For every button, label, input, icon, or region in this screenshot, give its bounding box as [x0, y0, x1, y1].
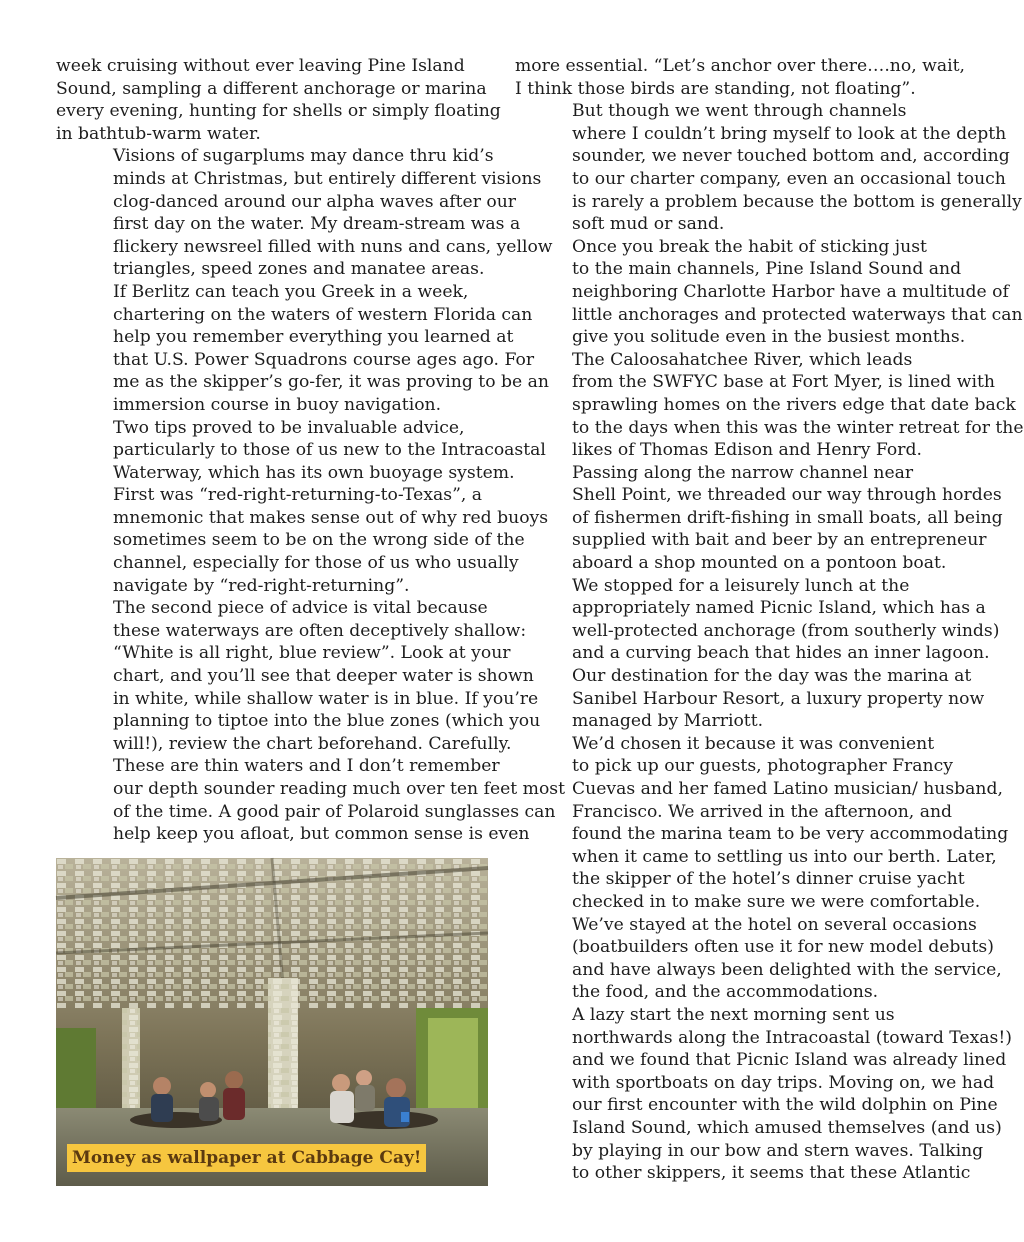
text-line: I think those birds are standing, not floating”.	[515, 78, 916, 99]
text-line: our depth sounder reading much over ten feet most	[113, 779, 566, 799]
text-line: in white, while shallow water is in blue. If you’re	[113, 688, 539, 709]
text-line: help you remember everything you learned at	[113, 327, 514, 348]
text-line: give you solitude even in the busiest months.	[572, 327, 966, 348]
text-line: where I couldn’t bring myself to look at the depth	[572, 123, 1007, 144]
text-line: these waterways are often deceptively shallow:	[113, 620, 527, 641]
text-line: and have always been delighted with the service,	[572, 959, 1002, 980]
paragraph	[56, 755, 566, 845]
text-line: Sanibel Harbour Resort, a luxury property now	[572, 688, 985, 709]
paragraph	[515, 100, 1022, 236]
text-line: week cruising without ever leaving Pine Island	[56, 56, 465, 76]
text-line: If Berlitz can teach you Greek in a week,	[113, 281, 469, 302]
text-line: Passing along the narrow channel near	[572, 462, 914, 483]
text-line: particularly to those of us new to the Intracoastal	[113, 440, 546, 461]
text-line: more essential. “Let’s anchor over there….no, wait,	[515, 56, 965, 76]
text-line: to our charter company, even an occasional touch	[572, 168, 1006, 189]
text-line: Waterway, which has its own buoyage system.	[113, 462, 515, 483]
text-line: clog-danced around our alpha waves after our	[113, 191, 517, 212]
photo-caption: Money as wallpaper at Cabbage Cay!	[67, 1144, 426, 1172]
text-line: triangles, speed zones and manatee areas.	[113, 259, 485, 280]
text-line: northwards along the Intracoastal (toward Texas!)	[572, 1027, 1012, 1048]
text-line: immersion course in buoy navigation.	[113, 394, 442, 415]
left-text-column	[56, 55, 566, 846]
paragraph	[515, 1004, 1012, 1185]
text-line: with sportboats on day trips. Moving on, we had	[572, 1072, 995, 1093]
paragraph	[56, 597, 541, 755]
paragraph	[56, 145, 553, 281]
text-line: channel, especially for those of us who usually	[113, 553, 519, 574]
text-line: “White is all right, blue review”. Look at your	[113, 643, 511, 664]
paragraph	[56, 281, 549, 417]
text-line: to the main channels, Pine Island Sound and	[572, 259, 962, 280]
text-line: in bathtub-warm water.	[56, 123, 261, 144]
text-line: These are thin waters and I don’t remember	[113, 756, 500, 777]
paragraph	[515, 733, 1009, 1004]
text-line: every evening, hunting for shells or simply floating	[56, 101, 501, 122]
text-line: Two tips proved to be invaluable advice,	[113, 417, 465, 438]
text-line: little anchorages and protected waterways that can	[572, 304, 1023, 325]
text-line: our first encounter with the wild dolphin on Pine	[572, 1095, 998, 1116]
text-line: and we found that Picnic Island was already lined	[572, 1050, 1007, 1071]
text-line: sprawling homes on the rivers edge that date back	[572, 394, 1016, 415]
paragraph	[56, 55, 501, 145]
text-line: The second piece of advice is vital because	[113, 598, 488, 619]
text-line: Shell Point, we threaded our way through hordes	[572, 485, 1002, 506]
cabbage-cay-photo	[56, 858, 488, 1186]
text-line: first day on the water. My dream-stream was a	[113, 214, 521, 235]
text-line: mnemonic that makes sense out of why red buoys	[113, 507, 549, 528]
text-line: well-protected anchorage (from southerly winds)	[572, 620, 1000, 641]
text-line: neighboring Charlotte Harbor have a multitude of	[572, 281, 1009, 302]
text-line: appropriately named Picnic Island, which has a	[572, 598, 986, 619]
text-line: planning to tiptoe into the blue zones (which you	[113, 711, 541, 732]
text-line: chartering on the waters of western Florida can	[113, 304, 533, 325]
text-line: checked in to make sure we were comfortable.	[572, 891, 981, 912]
paragraph	[515, 462, 1003, 575]
text-line: found the marina team to be very accommodating	[572, 824, 1009, 845]
text-line: me as the skipper’s go-fer, it was proving to be an	[113, 372, 549, 393]
text-line: when it came to settling us into our berth. Later,	[572, 846, 997, 867]
text-line: Francisco. We arrived in the afternoon, and	[572, 801, 953, 822]
text-line: flickery newsreel filled with nuns and cans, yellow	[113, 236, 553, 257]
paragraph	[515, 55, 965, 100]
text-line: is rarely a problem because the bottom is generally	[572, 191, 1022, 212]
paragraph	[515, 349, 1024, 462]
text-line: First was “red-right-returning-to-Texas”, a	[113, 485, 483, 506]
text-line: supplied with bait and beer by an entrepreneur	[572, 530, 987, 551]
text-line: A lazy start the next morning sent us	[572, 1004, 895, 1025]
text-line: likes of Thomas Edison and Henry Ford.	[572, 440, 922, 461]
paragraph	[56, 417, 549, 598]
text-line: the food, and the accommodations.	[572, 982, 879, 1003]
text-line: that U.S. Power Squadrons course ages ago. For	[113, 349, 535, 370]
text-line: chart, and you’ll see that deeper water is shown	[113, 666, 534, 687]
paragraph	[515, 236, 1023, 349]
text-line: managed by Marriott.	[572, 711, 764, 732]
text-line: from the SWFYC base at Fort Myer, is lined with	[572, 372, 995, 393]
text-line: Cuevas and her famed Latino musician/ husband,	[572, 779, 1003, 799]
text-line: navigate by “red-right-returning”.	[113, 575, 410, 596]
text-line: sometimes seem to be on the wrong side of the	[113, 530, 525, 551]
text-line: the skipper of the hotel’s dinner cruise yacht	[572, 869, 965, 890]
text-line: Our destination for the day was the marina at	[572, 666, 972, 687]
text-line: to other skippers, it seems that these Atlantic	[572, 1163, 971, 1184]
text-line: We stopped for a leisurely lunch at the	[572, 575, 910, 596]
text-line: We’ve stayed at the hotel on several occasions	[572, 914, 977, 935]
text-line: of fishermen drift-fishing in small boats, all being	[572, 507, 1003, 528]
text-line: (boatbuilders often use it for new model debuts)	[572, 937, 994, 958]
text-line: by playing in our bow and stern waves. Talking	[572, 1140, 984, 1161]
text-line: of the time. A good pair of Polaroid sunglasses can	[113, 801, 556, 822]
text-line: soft mud or sand.	[572, 214, 725, 235]
text-line: will!), review the chart beforehand. Carefully.	[113, 733, 512, 754]
text-line: We’d chosen it because it was convenient	[572, 733, 935, 754]
paragraph	[515, 575, 1000, 733]
text-line: aboard a shop mounted on a pontoon boat.	[572, 553, 947, 574]
text-line: Once you break the habit of sticking just	[572, 236, 927, 257]
text-line: Sound, sampling a different anchorage or marina	[56, 78, 487, 99]
text-line: Visions of sugarplums may dance thru kid’s	[113, 146, 494, 167]
text-line: But though we went through channels	[572, 101, 907, 122]
text-line: sounder, we never touched bottom and, according	[572, 146, 1010, 167]
text-line: and a curving beach that hides an inner lagoon.	[572, 643, 990, 664]
text-line: to the days when this was the winter retreat for the	[572, 417, 1024, 438]
right-text-column	[515, 55, 1024, 1185]
text-line: to pick up our guests, photographer Francy	[572, 756, 953, 777]
text-line: Island Sound, which amused themselves (and us)	[572, 1117, 1002, 1138]
text-line: minds at Christmas, but entirely different visions	[113, 168, 542, 189]
text-line: help keep you afloat, but common sense is even	[113, 824, 530, 845]
text-line: The Caloosahatchee River, which leads	[572, 349, 913, 370]
